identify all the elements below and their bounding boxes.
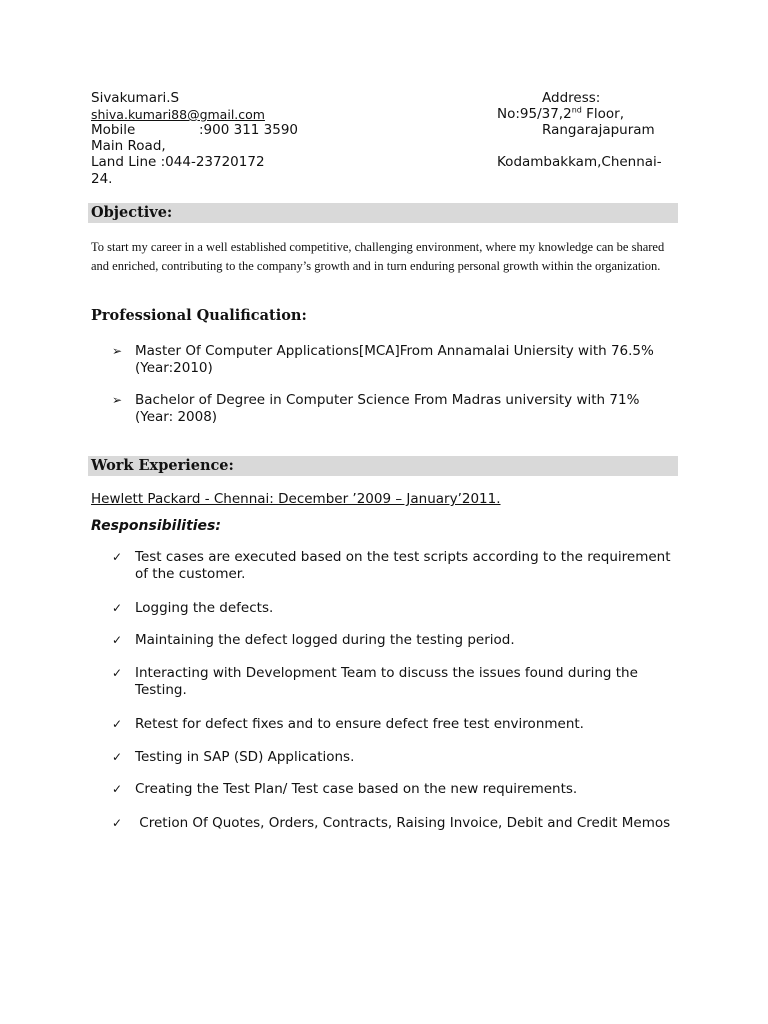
responsibilities-heading: Responsibilities:: [91, 518, 221, 534]
address-line-3: Kodambakkam,Chennai-: [497, 154, 662, 170]
check-bullet-icon: ✓: [112, 717, 123, 731]
landline: Land Line :044-23720172: [91, 154, 265, 170]
objective-heading: Objective:: [91, 204, 173, 221]
check-bullet-icon: ✓: [112, 601, 123, 615]
mobile-label: Mobile: [91, 122, 136, 138]
experience-section-bar: [88, 456, 678, 476]
email-link[interactable]: shiva.kumari88@gmail.com: [91, 107, 265, 122]
qualification-section-bar: [88, 306, 678, 326]
objective-text: To start my career in a well established competitive, challenging environment, where my knowledge can be shared and enriched, contributing to the company’s growth and in turn enduring personal growth within the organization.: [91, 240, 665, 273]
arrow-bullet-icon: ➢: [112, 344, 123, 358]
job-title: Hewlett Packard - Chennai: December ’2009 – January’2011.: [91, 491, 501, 507]
check-bullet-icon: ✓: [112, 816, 123, 830]
address-line-2: Rangarajapuram: [542, 122, 655, 138]
qualification-heading: Professional Qualification:: [91, 307, 307, 324]
check-bullet-icon: ✓: [112, 550, 123, 564]
check-bullet-icon: ✓: [112, 633, 123, 647]
objective-section-bar: [88, 203, 678, 223]
mobile-value: :900 311 3590: [199, 122, 299, 138]
arrow-bullet-icon: ➢: [112, 393, 123, 407]
check-bullet-icon: ✓: [112, 782, 123, 796]
address-label: Address:: [542, 90, 601, 106]
experience-heading: Work Experience:: [91, 457, 234, 474]
check-bullet-icon: ✓: [112, 750, 123, 764]
candidate-name: Sivakumari.S: [91, 90, 180, 106]
main-road: Main Road,: [91, 138, 166, 154]
address-line-1: No:95/37,2nd Floor,: [497, 105, 625, 122]
check-bullet-icon: ✓: [112, 666, 123, 680]
pin-code: 24.: [91, 171, 113, 187]
